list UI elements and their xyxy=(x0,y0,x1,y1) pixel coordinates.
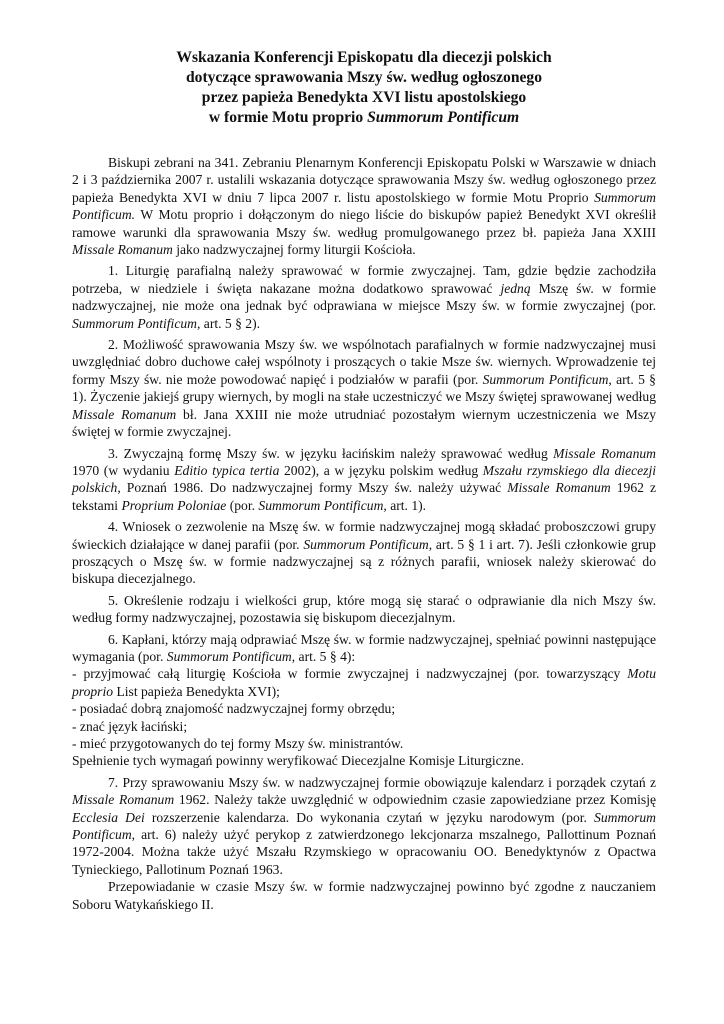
text-span: Mszę św. w formie nadzwyczajnej, nie może ona jednak być odprawiana w miejsce Mszy św. w formie zwyczajnej (por. xyxy=(72,280,656,314)
italic-span: Motu proprio xyxy=(72,666,656,699)
title-line-3: przez papieża Benedykta XVI listu apostolskiego xyxy=(201,89,527,106)
text-span: 4. Wniosek o zezwolenie na Mszę św. w formie nadzwyczajnej mogą składać proboszczowi grupy świeckich działające w danej parafii (por. xyxy=(72,519,656,552)
text-span: , art. 5 § 4): xyxy=(291,648,356,664)
title-line-1: Wskazania Konferencji Episkopatu dla diecezji polskich xyxy=(176,49,552,66)
text-span: , art. 6) należy użyć perykop z zatwierdzonego lekcjonarza mszalnego, Pallottinum Poznań 1972-2004. Można także użyć Mszału Rzymskiego w opracowaniu OO. Benedyktynów z Opactwa Tynieckiego, Pallotinum Poznań 1963. xyxy=(72,827,656,877)
italic-span: Editio typica tertia xyxy=(174,462,280,478)
title-line-4-italic: Summorum Pontificum xyxy=(367,109,520,126)
text-span: List papieża Benedykta XVI); xyxy=(113,683,280,699)
italic-span: Missale Romanum xyxy=(553,445,656,461)
paragraph-5 xyxy=(72,592,656,627)
text-span: , art. 5 § 1 i art. 7). Jeśli członkowie grup proszących o Mszę św. w formie nadzwyczajnej są z różnych parafii, wniosek należy skierować do biskupa diecezjalnego. xyxy=(72,536,656,587)
text-span: - przyjmować całą liturgię Kościoła w formie zwyczajnej i nadzwyczajnej (por. towarzyszący xyxy=(72,666,628,682)
text-span: , Poznań 1986. Do nadzwyczajnej formy Mszy św. należy używać xyxy=(117,480,508,496)
paragraph-6 xyxy=(72,631,656,770)
text-span: jako nadzwyczajnej formy liturgii Kościoła. xyxy=(172,242,416,258)
text-span: 1962. Należy także uwzględnić w odpowiednim czasie zapowiedziane przez Komisję xyxy=(174,792,656,808)
text-span: 1962 z tekstami xyxy=(72,480,656,513)
title-line-2: dotyczące sprawowania Mszy św. według ogłoszonego xyxy=(185,69,543,86)
paragraph-4 xyxy=(72,518,656,588)
italic-span: Summorum Pontificum xyxy=(482,371,609,387)
text-span: bł. Jana XXIII nie może utrudniać pozostałym wiernym uczestniczenia we Mszy świętej w formie zwyczajnej. xyxy=(72,406,657,440)
paragraph-6-lead xyxy=(72,631,656,666)
text-span: , art. 1). xyxy=(383,497,427,513)
paragraph-2 xyxy=(72,336,656,440)
italic-span: Summorum Pontificum. xyxy=(72,189,656,223)
verification-note: Spełnienie tych wymagań powinny weryfikować Diecezjalne Komisje Liturgiczne. xyxy=(72,753,524,769)
italic-span: Missale Romanum xyxy=(72,792,175,808)
italic-span: Missale Romanum xyxy=(507,480,611,496)
title-line-4-text: w formie Motu proprio xyxy=(208,109,368,126)
text-span: rozszerzenie kalendarza. Do wykonania czytań w języku narodowym (por. xyxy=(144,809,595,825)
italic-span: Proprium Poloniae xyxy=(121,497,227,513)
requirement-item: - mieć przygotowanych do tej formy Mszy św. ministrantów. xyxy=(72,736,404,751)
italic-span: Mszału rzymskiego dla diecezji polskich xyxy=(72,462,656,496)
text-span: 5. Określenie rodzaju i wielkości grup, które mogą się starać o odprawianie dla nich Mszy św. według formy nadzwyczajnej, pozostawia się biskupom diecezjalnym. xyxy=(72,592,656,626)
italic-span: Summorum Pontificum xyxy=(72,809,656,843)
text-span: , art. 5 § 2). xyxy=(196,315,261,331)
italic-span: Ecclesia Dei xyxy=(72,809,145,825)
paragraph-1 xyxy=(72,262,656,332)
text-span: (por. xyxy=(226,497,259,513)
italic-span: Summorum Pontificum xyxy=(72,315,197,331)
paragraph-7 xyxy=(72,774,656,878)
intro-paragraph xyxy=(72,154,656,258)
requirement-item xyxy=(72,665,656,700)
text-span: , art. 5 § 1). Życzenie jakiejś grupy wiernych, by mogli na stałe uczestniczyć we Mszy świętej sprawowanej według xyxy=(72,371,656,405)
text-span: 7. Przy sprawowaniu Mszy św. w nadzwyczajnej formie obowiązuje kalendarz i porządek czytań z xyxy=(108,774,656,790)
text-span: Biskupi zebrani na 341. Zebraniu Plenarnym Konferencji Episkopatu Polski w Warszawie w dniach 2 i 3 października 2007 r. ustalili wskazania dotyczące sprawowania Mszy św. według ogłoszonego przez papieża Benedykta XVI w dniu 7 lipca 2007 r. listu apostolskiego w formie Motu Proprio xyxy=(72,155,656,205)
text-span: 2. Możliwość sprawowania Mszy św. we wspólnotach parafialnych w formie nadzwyczajnej musi uwzględniać dobro duchowe całej wspólnoty i proszących o takie Msze św. wiernych. Wprowadzenie tej formy Mszy św. nie może powodować napięć i podziałów w parafii (por. xyxy=(72,337,656,387)
italic-span: Missale Romanum xyxy=(72,406,177,422)
italic-span: Missale Romanum xyxy=(72,242,173,258)
paragraph-8 xyxy=(72,878,656,913)
document-body xyxy=(72,154,656,913)
text-span: Przepowiadanie w czasie Mszy św. w formie nadzwyczajnej powinno być zgodne z nauczaniem Soboru Watykańskiego II. xyxy=(72,879,656,912)
text-span: W Motu proprio i dołączonym do niego liście do biskupów papież Benedykt XVI określił ramowe warunki dla sprawowania Mszy św. według promulgowanego przez bł. papieża Jana XXIII xyxy=(72,207,656,240)
text-span: 3. Zwyczajną formę Mszy św. w języku łacińskim należy sprawować według xyxy=(108,445,554,461)
italic-span: jedną xyxy=(500,280,531,296)
document-title xyxy=(72,48,656,128)
text-span: 6. Kapłani, którzy mają odprawiać Mszę św. w formie nadzwyczajnej, spełniać powinni następujące wymagania (por. xyxy=(72,631,656,664)
title-line-4 xyxy=(72,108,656,128)
requirement-item: - znać język łaciński; xyxy=(72,718,188,734)
text-span: 1. Liturgię parafialną należy sprawować w formie zwyczajnej. Tam, gdzie będzie zachodziła potrzeba, w niedziele i święta nakazane można dodatkowo sprawować xyxy=(72,263,656,296)
italic-span: Summorum Pontificum xyxy=(258,497,384,513)
italic-span: Summorum Pontificum xyxy=(166,648,292,664)
text-span: 2002), a w języku polskim według xyxy=(279,462,483,478)
paragraph-3 xyxy=(72,445,656,515)
text-span: 1970 (w wydaniu xyxy=(72,462,175,478)
requirement-item: - posiadać dobrą znajomość nadzwyczajnej formy obrzędu; xyxy=(72,701,396,717)
italic-span: Summorum Pontificum xyxy=(303,536,429,552)
